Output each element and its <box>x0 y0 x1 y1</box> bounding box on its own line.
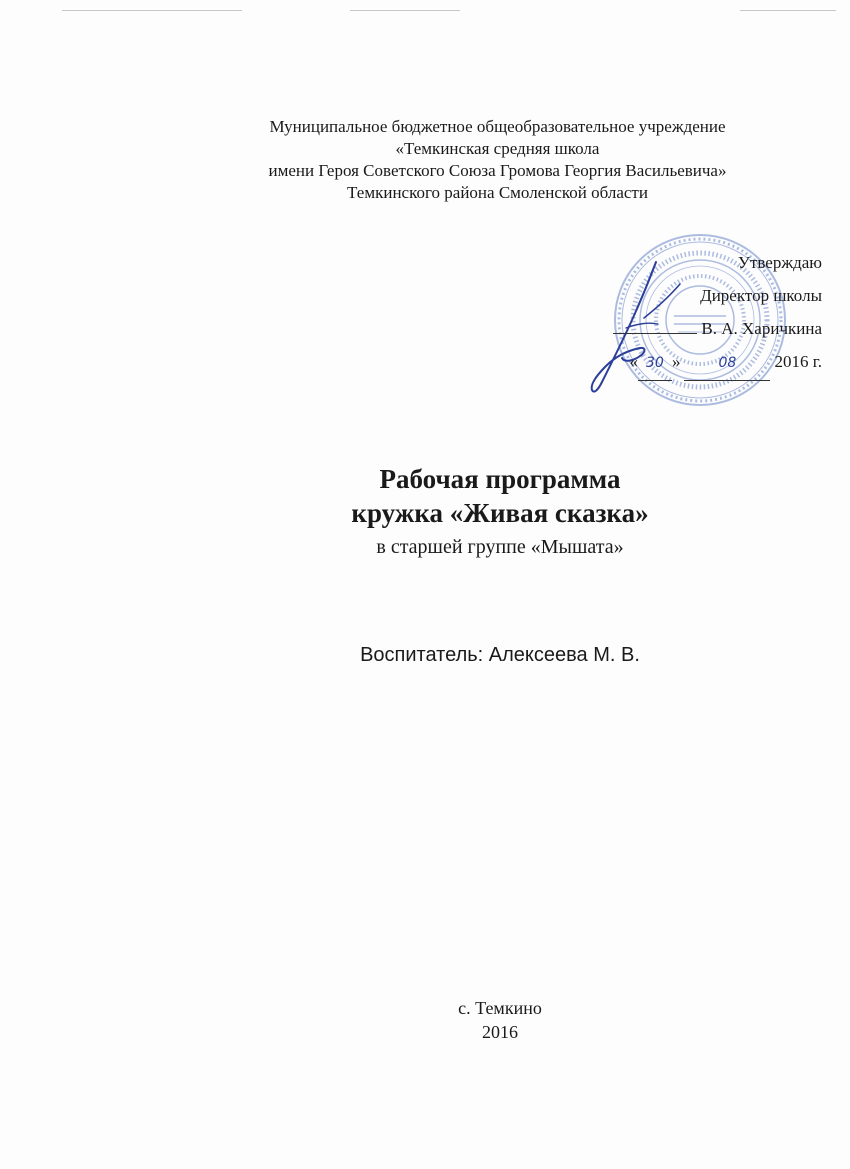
signature-blank <box>613 318 697 334</box>
approval-date <box>613 345 822 381</box>
program-title-block <box>0 462 850 560</box>
group-name: в старшей группе «Мышата» <box>376 536 624 558</box>
institution-line-4: Темкинского района Смоленской области <box>347 183 648 202</box>
place-name: с. Темкино <box>458 998 542 1018</box>
program-title: Рабочая программа <box>379 464 621 494</box>
date-year: 2016 г. <box>774 352 822 371</box>
institution-header <box>0 116 850 204</box>
director-name: В. А. Харичкина <box>701 319 822 338</box>
scan-artifact-line <box>350 10 460 11</box>
approve-label: Утверждаю <box>737 253 822 272</box>
date-day: 30 <box>638 347 672 381</box>
director-position: Директор школы <box>700 286 822 305</box>
institution-line-3: имени Героя Советского Союза Громова Георгия Васильевича» <box>268 161 727 180</box>
date-open-quote: « <box>629 352 638 371</box>
teacher-name: Воспитатель: Алексеева М. В. <box>360 644 640 666</box>
institution-line-2: «Темкинская средняя школа <box>395 139 600 158</box>
footer-block <box>0 996 850 1044</box>
director-signature-line <box>613 312 822 345</box>
document-year: 2016 <box>482 1022 518 1042</box>
date-close-quote: » <box>671 352 681 371</box>
approval-block <box>613 246 822 381</box>
club-name: кружка «Живая сказка» <box>351 498 649 528</box>
date-month: 08 <box>684 347 770 381</box>
scan-artifact-line <box>62 10 242 11</box>
institution-line-1: Муниципальное бюджетное общеобразовательное учреждение <box>269 117 726 136</box>
scan-artifact-line <box>740 10 836 11</box>
